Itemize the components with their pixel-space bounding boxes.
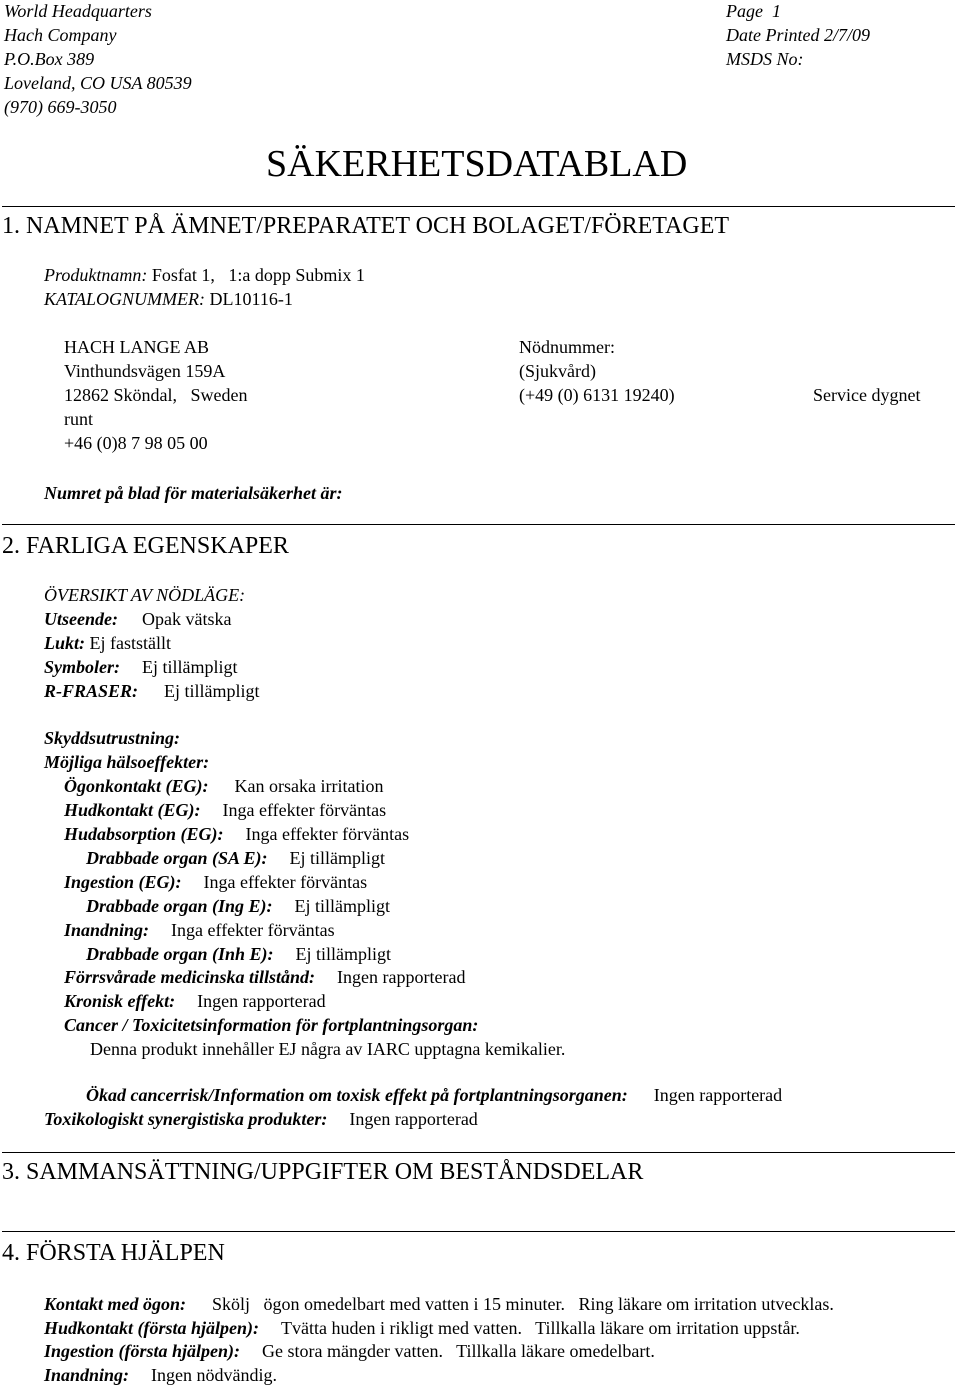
skin-absorption-value: Inga effekter förväntas <box>245 824 410 844</box>
protective-equipment-label: Skyddsutrustning: <box>44 728 181 748</box>
ingestion-line <box>64 871 367 893</box>
chronic-effect-line <box>64 990 326 1012</box>
inhalation-label: Inandning: <box>64 920 150 940</box>
catalog-line <box>44 288 293 310</box>
target-organs-ing-value: Ej tillämpligt <box>294 896 391 916</box>
section-divider <box>2 206 955 207</box>
sheet-number-label: Numret på blad för materialsäkerhet är: <box>44 483 343 503</box>
address-phone: +46 (0)8 7 98 05 00 <box>64 433 208 453</box>
inhalation-line <box>64 919 335 941</box>
target-organs-inh-line <box>86 943 391 965</box>
inhalation-first-aid-label: Inandning: <box>44 1365 130 1385</box>
target-organs-sa-value: Ej tillämpligt <box>289 848 386 868</box>
address-line-3: 12862 Sköndal, Sweden <box>64 385 248 405</box>
section-divider <box>2 524 955 525</box>
eye-first-aid-label: Kontakt med ögon: <box>44 1294 187 1314</box>
iarc-statement: Denna produkt innehåller EJ några av IARC upptagna kemikalier. <box>90 1039 566 1059</box>
section-divider <box>2 1231 955 1232</box>
appearance-label: Utseende: <box>44 609 118 629</box>
synergistic-label: Toxikologiskt synergistiska produkter: <box>44 1109 328 1129</box>
inhalation-first-aid-value: Ingen nödvändig. <box>151 1365 278 1385</box>
eye-contact-line <box>64 775 383 797</box>
r-phrases-value: Ej tillämpligt <box>164 681 260 701</box>
aggravated-conditions-line <box>64 966 465 988</box>
skin-first-aid-line <box>44 1317 800 1339</box>
symbols-label: Symboler: <box>44 657 120 677</box>
product-name-line <box>44 264 365 286</box>
section-2-heading: 2. FARLIGA EGENSKAPER <box>2 533 289 559</box>
emergency-label: Nödnummer: <box>519 337 615 357</box>
ingestion-label: Ingestion (EG): <box>64 872 182 892</box>
ingestion-first-aid-value: Ge stora mängder vatten. Tillkalla läkare omedelbart. <box>262 1341 655 1361</box>
service-label: Service dygnet <box>813 385 921 405</box>
product-name-value: Fosfat 1, 1:a dopp Submix 1 <box>151 265 365 285</box>
page-number: Page 1 <box>726 1 781 21</box>
skin-first-aid-value: Tvätta huden i rikligt med vatten. Tillkalla läkare om irritation uppstår. <box>281 1318 800 1338</box>
document-title: SÄKERHETSDATABLAD <box>266 143 688 185</box>
symbols-value: Ej tillämpligt <box>142 657 238 677</box>
catalog-value: DL10116-1 <box>209 289 293 309</box>
hq-line-4: Loveland, CO USA 80539 <box>4 73 192 93</box>
r-phrases-label: R-FRASER: <box>44 681 139 701</box>
cancer-risk-line <box>86 1084 782 1106</box>
skin-absorption-label: Hudabsorption (EG): <box>64 824 224 844</box>
synergistic-value: Ingen rapporterad <box>349 1109 478 1129</box>
hq-line-2: Hach Company <box>4 25 117 45</box>
hq-line-3: P.O.Box 389 <box>4 49 95 69</box>
chronic-effect-label: Kronisk effekt: <box>64 991 176 1011</box>
skin-absorption-line <box>64 823 409 845</box>
address-line-2: Vinthundsvägen 159A <box>64 361 226 381</box>
appearance-line <box>44 608 231 630</box>
inhalation-value: Inga effekter förväntas <box>171 920 335 940</box>
target-organs-inh-label: Drabbade organ (Inh E): <box>86 944 274 964</box>
address-line-1: HACH LANGE AB <box>64 337 210 357</box>
address-line-4: runt <box>64 409 93 429</box>
catalog-label: KATALOGNUMMER: <box>44 289 205 309</box>
date-printed: Date Printed 2/7/09 <box>726 25 870 45</box>
emergency-number: (+49 (0) 6131 19240) <box>519 385 675 405</box>
skin-contact-value: Inga effekter förväntas <box>222 800 387 820</box>
ingestion-first-aid-label: Ingestion (första hjälpen): <box>44 1341 241 1361</box>
hq-line-1: World Headquarters <box>4 1 152 21</box>
emergency-type: (Sjukvård) <box>519 361 596 381</box>
emergency-overview-label: ÖVERSIKT AV NÖDLÄGE: <box>44 585 246 605</box>
eye-contact-value: Kan orsaka irritation <box>234 776 384 796</box>
section-divider <box>2 1152 955 1153</box>
aggravated-conditions-label: Förrsvårade medicinska tillstånd: <box>64 967 316 987</box>
section-1-heading: 1. NAMNET PÅ ÄMNET/PREPARATET OCH BOLAGET/FÖRETAGET <box>2 213 730 239</box>
inhalation-first-aid-line <box>44 1364 277 1386</box>
ingestion-value: Inga effekter förväntas <box>203 872 368 892</box>
odor-value: Ej fastställt <box>89 633 171 653</box>
eye-contact-label: Ögonkontakt (EG): <box>64 776 209 796</box>
synergistic-line <box>44 1108 478 1130</box>
product-name-label: Produktnamn: <box>44 265 148 285</box>
skin-first-aid-label: Hudkontakt (första hjälpen): <box>44 1318 260 1338</box>
skin-contact-line <box>64 799 386 821</box>
odor-label: Lukt: <box>44 633 86 653</box>
odor-line <box>44 632 171 654</box>
ingestion-first-aid-line <box>44 1340 655 1362</box>
aggravated-conditions-value: Ingen rapporterad <box>337 967 466 987</box>
target-organs-sa-label: Drabbade organ (SA E): <box>86 848 268 868</box>
cancer-toxicity-label: Cancer / Toxicitetsinformation för fortplantningsorgan: <box>64 1015 479 1035</box>
chronic-effect-value: Ingen rapporterad <box>197 991 326 1011</box>
skin-contact-label: Hudkontakt (EG): <box>64 800 201 820</box>
target-organs-ing-line <box>86 895 390 917</box>
appearance-value: Opak vätska <box>141 609 232 629</box>
symbols-line <box>44 656 238 678</box>
cancer-risk-value: Ingen rapporterad <box>653 1085 783 1105</box>
target-organs-ing-label: Drabbade organ (Ing E): <box>86 896 273 916</box>
eye-first-aid-line <box>44 1293 834 1315</box>
cancer-risk-label: Ökad cancerrisk/Information om toxisk effekt på fortplantningsorganen: <box>86 1085 628 1105</box>
section-3-heading: 3. SAMMANSÄTTNING/UPPGIFTER OM BESTÅNDSDELAR <box>2 1159 644 1185</box>
health-effects-label: Möjliga hälsoeffekter: <box>44 752 210 772</box>
section-4-heading: 4. FÖRSTA HJÄLPEN <box>2 1240 225 1266</box>
hq-line-5: (970) 669-3050 <box>4 97 117 117</box>
r-phrases-line <box>44 680 260 702</box>
target-organs-inh-value: Ej tillämpligt <box>295 944 392 964</box>
msds-number: MSDS No: <box>726 49 804 69</box>
eye-first-aid-value: Skölj ögon omedelbart med vatten i 15 minuter. Ring läkare om irritation utvecklas. <box>212 1294 834 1314</box>
target-organs-sa-line <box>86 847 385 869</box>
